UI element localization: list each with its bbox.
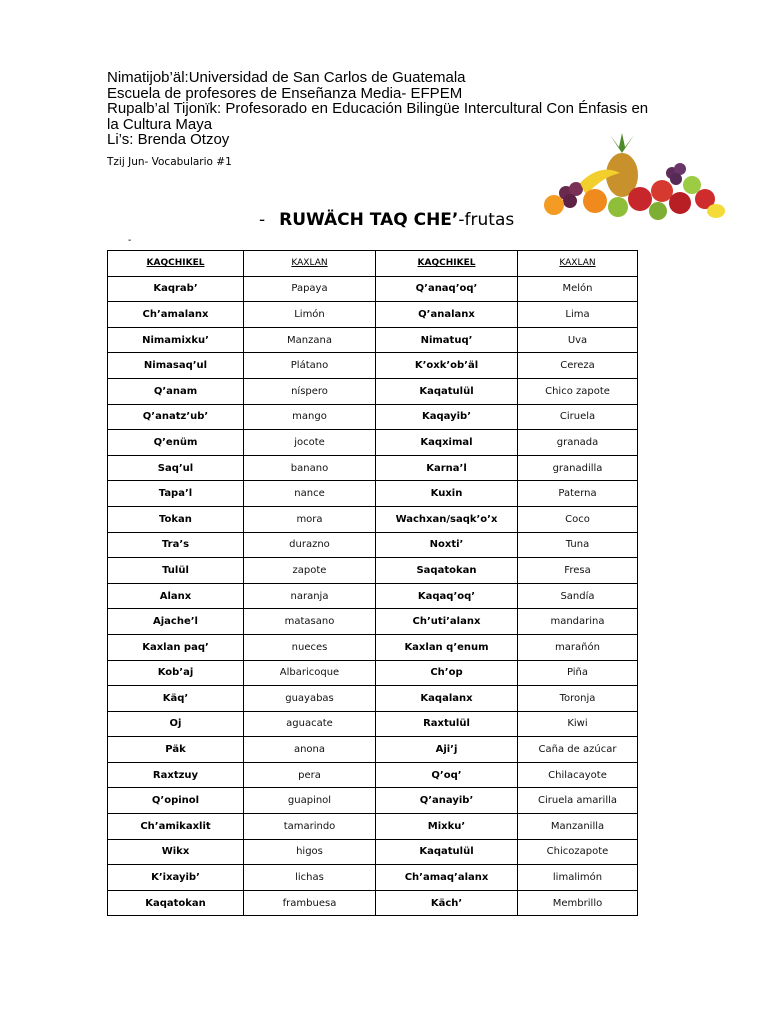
header-kaqchikel: KAQCHIKEL [376,251,518,277]
spanish-word: matasano [244,609,376,635]
kaqchikel-word: Saq’ul [108,455,244,481]
kaqchikel-word: Tulül [108,558,244,584]
table-row [108,890,638,916]
spanish-word: Toronja [518,686,638,712]
table-row [108,558,638,584]
table-row [108,865,638,891]
spanish-word: Cereza [518,353,638,379]
table-row [108,660,638,686]
spanish-word: Ciruela [518,404,638,430]
vocabulary-subtitle: Tzij Jun- Vocabulario #1 [107,156,232,168]
spanish-word: mandarina [518,609,638,635]
kaqchikel-word: Noxti’ [376,532,518,558]
spanish-word: anona [244,737,376,763]
kaqchikel-word: Q’anam [108,378,244,404]
spanish-word: Uva [518,327,638,353]
spanish-word: mango [244,404,376,430]
kaqchikel-word: Q’enüm [108,430,244,456]
header-line-school: Escuela de profesores de Enseñanza Media- EFPEM [107,84,463,102]
table-row [108,737,638,763]
kaqchikel-word: Kaqximal [376,430,518,456]
spanish-word: Manzanilla [518,814,638,840]
kaqchikel-word: Karna’l [376,455,518,481]
kaqchikel-word: Kaqatulül [376,839,518,865]
kaqchikel-word: Alanx [108,583,244,609]
spanish-word: zapote [244,558,376,584]
table-row [108,839,638,865]
kaqchikel-word: Ch’op [376,660,518,686]
table-row [108,353,638,379]
spanish-word: níspero [244,378,376,404]
spanish-word: jocote [244,430,376,456]
kaqchikel-word: Mixku’ [376,814,518,840]
spanish-word: Albaricoque [244,660,376,686]
table-row [108,583,638,609]
kaqchikel-word: Raxtulül [376,711,518,737]
spanish-word: Plátano [244,353,376,379]
kaqchikel-word: Kaqaq’oq’ [376,583,518,609]
spanish-word: pera [244,762,376,788]
header-line-program-cont: la Cultura Maya [107,115,213,133]
table-row [108,302,638,328]
kaqchikel-word: Q’opinol [108,788,244,814]
header-kaxlan: KAXLAN [244,251,376,277]
spanish-word: Kiwi [518,711,638,737]
spanish-word: higos [244,839,376,865]
spanish-word: marañón [518,634,638,660]
table-row [108,762,638,788]
spanish-word: Lima [518,302,638,328]
spanish-word: Chicozapote [518,839,638,865]
spanish-word: limalimón [518,865,638,891]
header-line-university: Nimatijob’äl:Universidad de San Carlos de Guatemala [107,69,466,86]
kaqchikel-word: Q’anayib’ [376,788,518,814]
kaqchikel-word: Kaqalanx [376,686,518,712]
table-row [108,327,638,353]
table-row [108,276,638,302]
spanish-word: Paterna [518,481,638,507]
spanish-word: Manzana [244,327,376,353]
kaqchikel-word: Käq’ [108,686,244,712]
table-row [108,455,638,481]
spanish-word: banano [244,455,376,481]
table-row [108,788,638,814]
kaqchikel-word: Kaxlan q’enum [376,634,518,660]
kaqchikel-word: Kaqatokan [108,890,244,916]
title-spanish: -frutas [458,210,515,230]
spanish-word: Coco [518,506,638,532]
title-dash: - [259,210,266,230]
table-row [108,506,638,532]
kaqchikel-word: Tra’s [108,532,244,558]
kaqchikel-word: Aji’j [376,737,518,763]
kaqchikel-word: Kob’aj [108,660,244,686]
kaqchikel-word: Raxtzuy [108,762,244,788]
spanish-word: Caña de azúcar [518,737,638,763]
kaqchikel-word: Kaqatulül [376,378,518,404]
kaqchikel-word: Tapa’l [108,481,244,507]
table-header-row [108,251,638,277]
spanish-word: nance [244,481,376,507]
table-row [108,634,638,660]
table-row [108,609,638,635]
spanish-word: Limón [244,302,376,328]
spanish-word: mora [244,506,376,532]
kaqchikel-word: Kaqrab’ [108,276,244,302]
kaqchikel-word: Tokan [108,506,244,532]
kaqchikel-word: Wikx [108,839,244,865]
header-line-teacher: Li’s: Brenda Otzoy [107,131,230,148]
kaqchikel-word: K’ixayib’ [108,865,244,891]
spanish-word: Tuna [518,532,638,558]
title-kaqchikel: RUWÄCH TAQ CHE’ [279,210,459,230]
spanish-word: granadilla [518,455,638,481]
spanish-word: guayabas [244,686,376,712]
kaqchikel-word: Nimasaq’ul [108,353,244,379]
list-dash: - [128,235,132,246]
table-row [108,404,638,430]
kaqchikel-word: Q’oq’ [376,762,518,788]
kaqchikel-word: Käch’ [376,890,518,916]
kaqchikel-word: Ch’amaq’alanx [376,865,518,891]
spanish-word: granada [518,430,638,456]
fruit-pile-image [540,133,726,223]
spanish-word: Fresa [518,558,638,584]
kaqchikel-word: Kaqayib’ [376,404,518,430]
kaqchikel-word: Ajache’l [108,609,244,635]
spanish-word: lichas [244,865,376,891]
spanish-word: Ciruela amarilla [518,788,638,814]
kaqchikel-word: Päk [108,737,244,763]
spanish-word: aguacate [244,711,376,737]
spanish-word: Chico zapote [518,378,638,404]
kaqchikel-word: Kuxin [376,481,518,507]
kaqchikel-word: Q’anaq’oq’ [376,276,518,302]
header-kaxlan: KAXLAN [518,251,638,277]
page-title [259,210,514,230]
spanish-word: Membrillo [518,890,638,916]
header-line-program: Rupalb’al Tijonïk: Profesorado en Educación Bilingüe Intercultural Con Énfasis en [107,100,649,117]
spanish-word: naranja [244,583,376,609]
kaqchikel-word: Ch’uti’alanx [376,609,518,635]
table-row [108,814,638,840]
spanish-word: Piña [518,660,638,686]
kaqchikel-word: Ch’amikaxlit [108,814,244,840]
kaqchikel-word: Nimatuq’ [376,327,518,353]
spanish-word: tamarindo [244,814,376,840]
spanish-word: Melón [518,276,638,302]
spanish-word: guapinol [244,788,376,814]
header-kaqchikel: KAQCHIKEL [108,251,244,277]
table-body [108,276,638,916]
spanish-word: nueces [244,634,376,660]
spanish-word: Chilacayote [518,762,638,788]
kaqchikel-word: Kaxlan paq’ [108,634,244,660]
kaqchikel-word: Nimamixku’ [108,327,244,353]
spanish-word: durazno [244,532,376,558]
table-row [108,711,638,737]
kaqchikel-word: Q’anatz’ub’ [108,404,244,430]
kaqchikel-word: Saqatokan [376,558,518,584]
spanish-word: Sandía [518,583,638,609]
table-row [108,378,638,404]
spanish-word: frambuesa [244,890,376,916]
table-row [108,430,638,456]
spanish-word: Papaya [244,276,376,302]
kaqchikel-word: Ch’amalanx [108,302,244,328]
table-row [108,686,638,712]
kaqchikel-word: Oj [108,711,244,737]
kaqchikel-word: Wachxan/saqk’o’x [376,506,518,532]
kaqchikel-word: Q’analanx [376,302,518,328]
table-row [108,532,638,558]
kaqchikel-word: K’oxk’ob’äl [376,353,518,379]
table-row [108,481,638,507]
vocabulary-table [107,250,638,916]
